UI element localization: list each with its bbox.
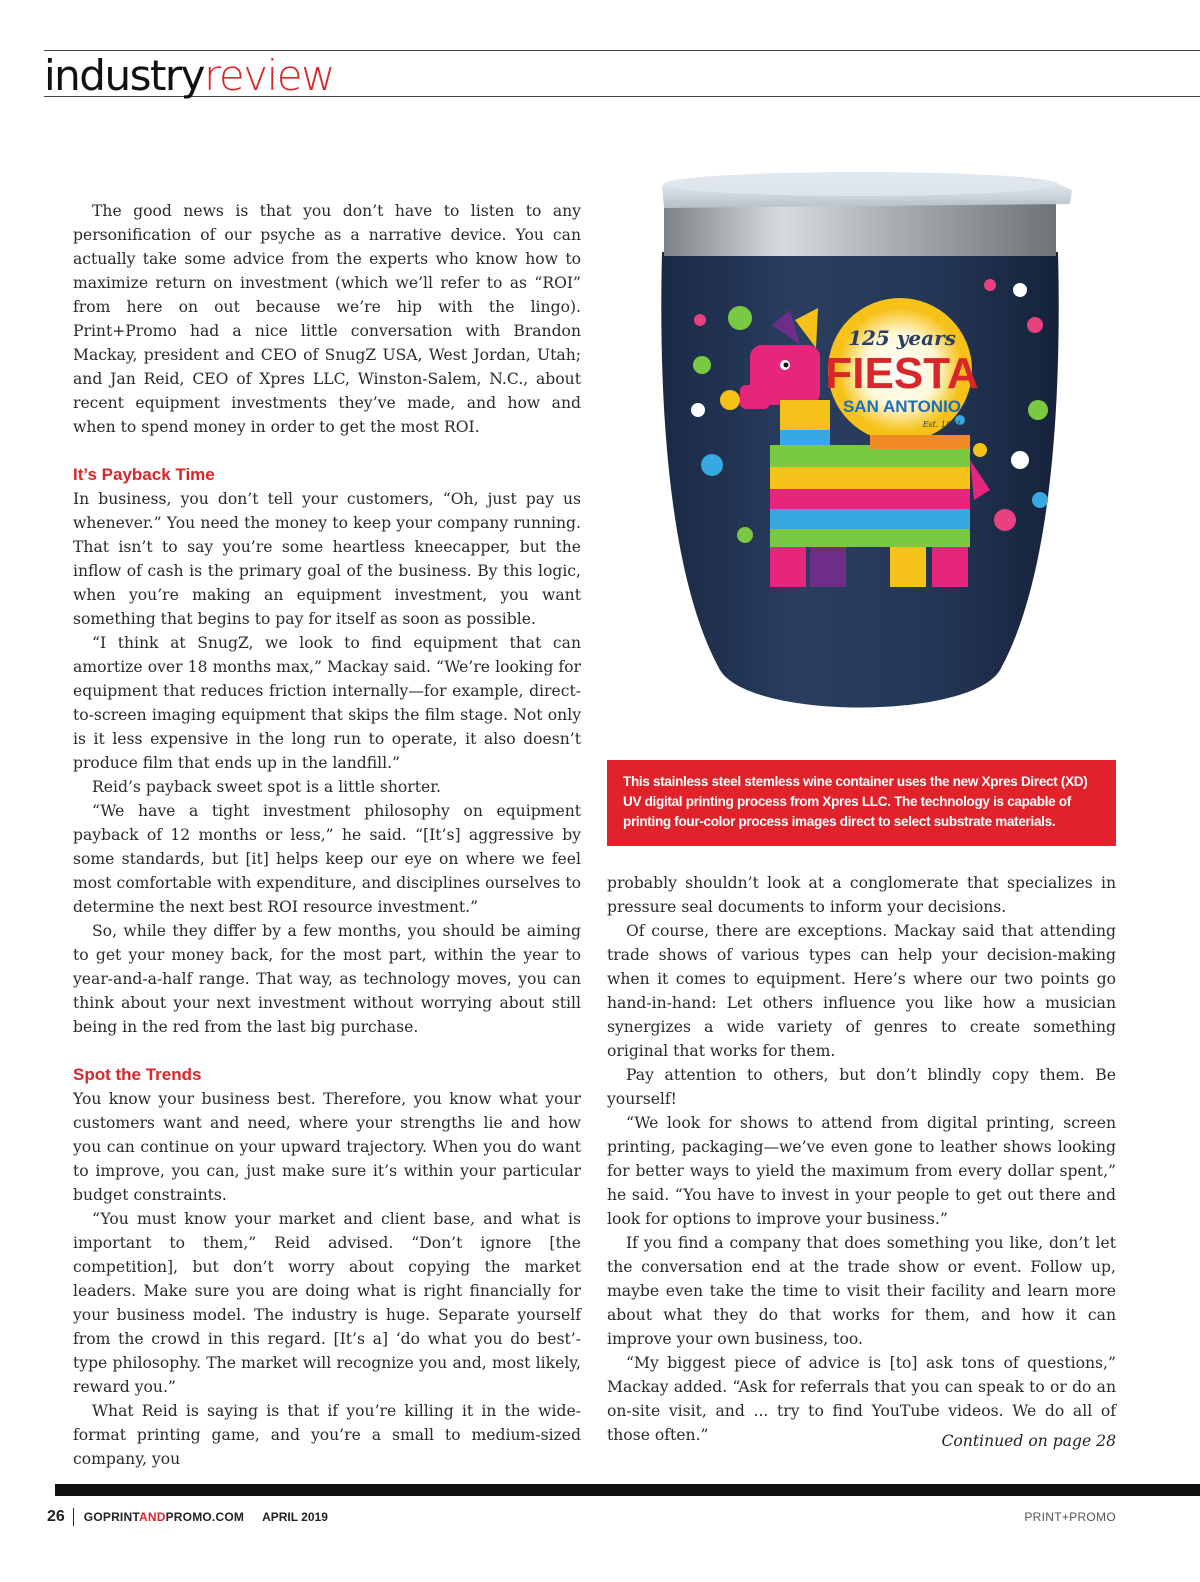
paragraph: “My biggest piece of advice is [to] ask tons of questions,” Mackay added. “Ask for referrals that you can speak to or do an on-site visit, and ... try to find YouTube videos. We do all of those often.” (607, 1354, 1116, 1444)
paragraph: Reid’s payback sweet spot is a little shorter. (92, 778, 441, 796)
masthead-review: review (204, 51, 334, 100)
photo-caption: This stainless steel stemless wine container uses the new Xpres Direct (XD) UV digital printing process from Xpres LLC. The technology is capable of printing four-color process images direct to select substrate materials. (607, 760, 1116, 846)
subhead-payback: It’s Payback Time (73, 465, 215, 484)
paragraph: “You must know your market and client base, and what is important to them,” Reid advised. “Don’t ignore [the competition], but don’t worry about copying the market leaders. Make sure you are doing what is right financially for your business model. The industry is huge. Separate yourself from the crowd in this regard. [It’s a] ‘do what you do best’-type philosophy. The market will recognize you and, most likely, reward you.” (73, 1210, 581, 1396)
logo-est: Est. 1891 (922, 420, 962, 429)
subhead-trends: Spot the Trends (73, 1065, 202, 1084)
paragraph: probably shouldn’t look at a conglomerate that specializes in pressure seal documents to inform your decisions. (607, 874, 1116, 916)
logo-years: 125 years (848, 326, 956, 350)
paragraph: “I think at SnugZ, we look to find equipment that can amortize over 18 months max,” Mackay said. “We’re looking for equipment that reduces friction internally—for example, direct-to-screen imaging equipment that skips the film stage. Not only is it less expensive in the long run to operate, it also doesn’t produce film that ends up in the landfill.” (73, 634, 581, 772)
paragraph: You know your business best. Therefore, you know what your customers want and need, where your strengths lie and how you can continue on your upward trajectory. When you do want to improve, you can, just make sure it’s within your particular budget constraints. (73, 1090, 581, 1204)
page-number: 26 (47, 1508, 65, 1525)
tumbler-photo (640, 160, 1080, 740)
paragraph: If you find a company that does something you like, don’t let the conversation end at the trade show or event. Follow up, maybe even take the time to visit their facility and learn more about what they do that works for them, and how it can improve your own business, too. (607, 1234, 1116, 1348)
issue-date: APRIL 2019 (262, 1510, 328, 1524)
paragraph: So, while they differ by a few months, you should be aiming to get your money back, for the most part, within the year to year-and-a-half range. That way, as technology moves, you can think about your next investment without worrying about still being in the red from the last big purchase. (73, 922, 581, 1036)
paragraph: “We look for shows to attend from digital printing, screen printing, packaging—we’ve even gone to leather shows looking for better ways to yield the maximum from every dollar spent,” he said. “You have to invest in your people to get out there and look for options to improve your business.” (607, 1114, 1116, 1228)
tumbler-illustration (640, 160, 1080, 740)
section-masthead (44, 46, 334, 106)
masthead-industry: industry (44, 51, 205, 100)
paragraph: Pay attention to others, but don’t blindly copy them. Be yourself! (607, 1066, 1116, 1108)
publication-name: PRINT+PROMO (1024, 1510, 1116, 1524)
site-part-3: PROMO.COM (165, 1510, 245, 1524)
site-part-1: GOPRINT (83, 1510, 139, 1524)
right-column (607, 871, 1116, 1447)
paragraph: In business, you don’t tell your customers, “Oh, just pay us whenever.” You need the money to keep your company running. That isn’t to say you’re some heartless kneecapper, but the inflow of cash is the primary goal of the business. By this logic, when you’re making an equipment investment, you want something that begins to pay for itself as soon as possible. (73, 490, 581, 628)
site-part-2: AND (138, 1510, 166, 1524)
footer-website (84, 1510, 244, 1524)
continued-note: Continued on page 28 (941, 1432, 1116, 1450)
paragraph: “We have a tight investment philosophy on equipment payback of 12 months or less,” he said. “[It’s] aggressive by some standards, but [it] helps keep our eye on where we feel most comfortable with expenditure, and disciplines ourselves to determine the next best ROI resource investment.” (73, 802, 581, 916)
footer-left (47, 1508, 328, 1526)
left-column (73, 199, 581, 1471)
paragraph: What Reid is saying is that if you’re killing it in the wide-format printing game, and you’re a small to medium-sized company, you (73, 1402, 581, 1468)
logo-fiesta: FIESTA (825, 349, 979, 398)
footer-bar (55, 1484, 1200, 1496)
paragraph: Of course, there are exceptions. Mackay said that attending trade shows of various types can help your decision-making when it comes to equipment. Here’s where our two points go hand-in-hand: Let others influence you like how a musician synergizes a wide variety of genres to create something original that works for them. (607, 922, 1116, 1060)
footer-divider (73, 1508, 74, 1526)
logo-san-antonio: SAN ANTONIO (842, 397, 962, 416)
intro-paragraph: The good news is that you don’t have to listen to any personification of our psyche as a narrative device. You can actually take some advice from the experts who know how to maximize return on investment (which we’ll refer to as “ROI” from here on out because we’re hip with the lingo). Print+Promo had a nice little conversation with Brandon Mackay, president and CEO of SnugZ USA, West Jordan, Utah; and Jan Reid, CEO of Xpres LLC, Winston-Salem, N.C., about recent equipment investments they’ve made, and how and when to spend money in order to get the most ROI. (73, 202, 581, 436)
